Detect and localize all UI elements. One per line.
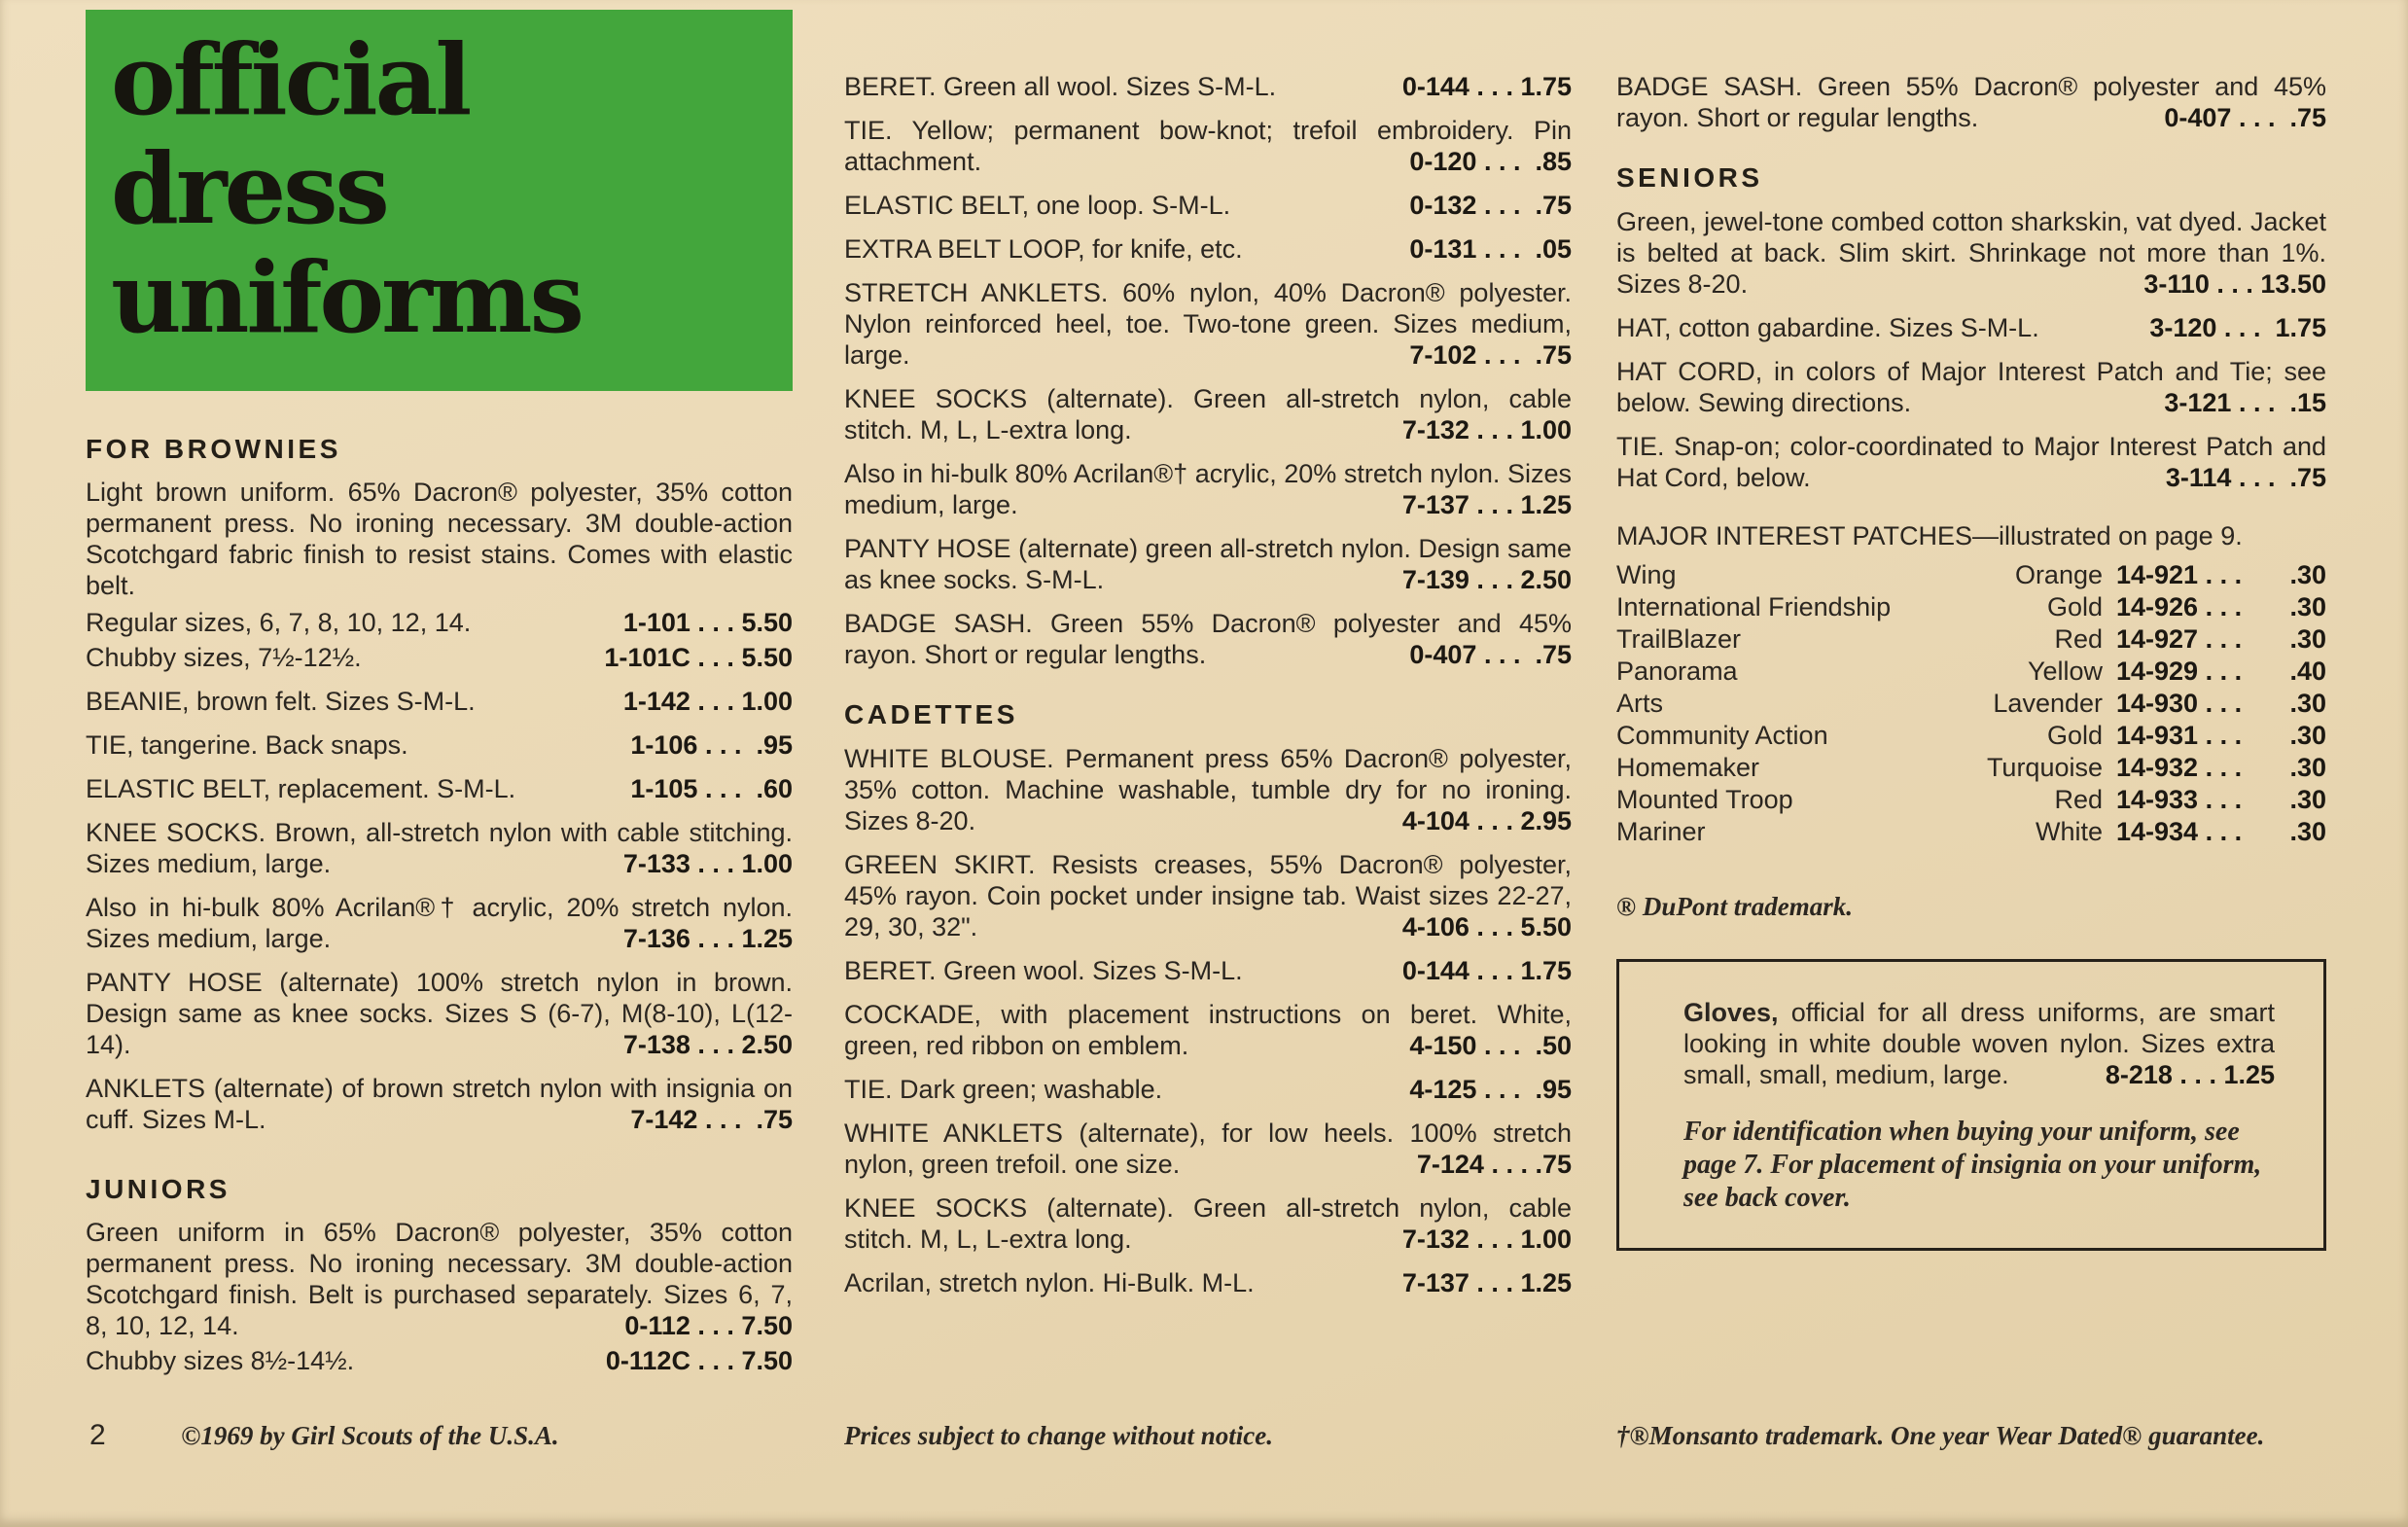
item-code-price: 4-125 . . . .95: [1409, 1075, 1572, 1104]
patch-name: TrailBlazer: [1616, 624, 1742, 654]
item-code-price: 3-110 . . . 13.50: [2143, 269, 2326, 299]
item-code-price: 0-407 . . . .75: [2164, 103, 2326, 132]
middle-top-entries: [844, 71, 1572, 670]
patch-color: Yellow: [2027, 657, 2103, 686]
item-code-price: 7-124 . . . .75: [1416, 1150, 1572, 1179]
catalog-entry: [1616, 206, 2326, 300]
item-code-price: 0-131 . . . .05: [1409, 234, 1572, 264]
item-code-price: 0-132 . . . .75: [1409, 191, 1572, 220]
gloves-entry: [1683, 997, 2275, 1090]
patch-code: 14-932 . . .: [2116, 753, 2243, 782]
item-description: Also in hi-bulk 80% Acrilan®† acrylic, 20% stretch nylon. Sizes medium, large.: [844, 459, 1572, 519]
item-description: HAT CORD, in colors of Major Interest Patch and Tie; see below. Sewing directions.: [1616, 357, 2326, 417]
patch-name: Mariner: [1616, 817, 1706, 846]
item-description: KNEE SOCKS (alternate). Green all-stretch nylon, cable stitch. M, L, L-extra long.: [844, 384, 1572, 444]
catalog-entry: [844, 999, 1572, 1061]
catalog-entry: [86, 1217, 793, 1341]
patch-color: White: [2035, 817, 2103, 846]
patch-name: Wing: [1616, 560, 1677, 589]
cadette-entries: [844, 743, 1572, 1298]
item-code-price: 1-101C . . . 5.50: [604, 643, 793, 672]
patch-row: [1616, 752, 2326, 784]
catalog-entry: [844, 743, 1572, 836]
item-description: TIE. Snap-on; color-coordinated to Major Interest Patch and Hat Cord, below.: [1616, 432, 2326, 492]
catalog-entry: [844, 533, 1572, 595]
patch-name: Homemaker: [1616, 753, 1760, 782]
item-code-price: 7-142 . . . .75: [630, 1105, 793, 1134]
item-description: STRETCH ANKLETS. 60% nylon, 40% Dacron® polyester. Nylon reinforced heel, toe. Two-tone green. Sizes medium, large.: [844, 278, 1572, 370]
patch-color: Red: [2054, 624, 2103, 654]
catalog-entry: [844, 849, 1572, 942]
page-number: 2: [89, 1419, 106, 1451]
item-code-price: 4-104 . . . 2.95: [1401, 806, 1572, 835]
section-heading-seniors: SENIORS: [1616, 162, 1763, 193]
item-description: PANTY HOSE (alternate) 100% stretch nylon in brown. Design same as knee socks. Sizes S (6-7), M(8-10), L(12-14).: [86, 968, 793, 1059]
catalog-entry: [86, 1345, 793, 1376]
patch-price: .30: [2289, 785, 2326, 814]
patch-price: .30: [2289, 624, 2326, 654]
item-code-price: 0-144 . . . 1.75: [1401, 956, 1572, 985]
patch-row: [1616, 591, 2326, 623]
catalog-entry: [844, 1118, 1572, 1180]
patch-row: [1616, 688, 2326, 720]
catalog-entry: [86, 1073, 793, 1135]
item-code-price: 3-121 . . . .15: [2164, 388, 2326, 417]
catalog-entry: [844, 1074, 1572, 1105]
prices-disclaimer: Prices subject to change without notice.: [844, 1421, 1274, 1450]
patch-price: .30: [2289, 721, 2326, 750]
patch-color: Gold: [2046, 721, 2103, 750]
gloves-code-price: 8-218 . . . 1.25: [2105, 1060, 2275, 1089]
item-description: GREEN SKIRT. Resists creases, 55% Dacron® polyester, 45% rayon. Coin pocket under insigne tab. Waist sizes 22-27, 29, 30, 32".: [844, 850, 1572, 941]
catalog-entry: [844, 277, 1572, 371]
patch-price: .30: [2289, 592, 2326, 621]
patch-color: Lavender: [1993, 689, 2103, 718]
item-description: TIE, tangerine. Back snaps.: [86, 730, 408, 760]
monsanto-trademark-note: †®Monsanto trademark. One year Wear Dated® guarantee.: [1616, 1421, 2265, 1450]
patch-code: 14-931 . . .: [2116, 721, 2243, 750]
catalog-entry: [86, 686, 793, 717]
title-line: uniforms: [111, 240, 582, 355]
item-description: Green, jewel-tone combed cotton sharkskin, vat dyed. Jacket is belted at back. Slim skirt. Shrinkage not more than 1%. Sizes 8-20.: [1616, 207, 2326, 299]
patch-color: Orange: [2014, 560, 2103, 589]
item-code-price: 7-133 . . . 1.00: [622, 849, 793, 878]
patch-price: .30: [2289, 817, 2326, 846]
item-code-price: 7-102 . . . .75: [1409, 340, 1572, 370]
section-heading-cadettes: CADETTES: [844, 699, 1018, 729]
patch-code: 14-930 . . .: [2116, 689, 2243, 718]
item-description: BADGE SASH. Green 55% Dacron® polyester and 45% rayon. Short or regular lengths.: [1616, 72, 2326, 132]
catalog-entry: [86, 729, 793, 761]
item-code-price: 1-106 . . . .95: [630, 730, 793, 760]
item-description: EXTRA BELT LOOP, for knife, etc.: [844, 234, 1243, 264]
patch-code: 14-933 . . .: [2116, 785, 2243, 814]
item-description: Regular sizes, 6, 7, 8, 10, 12, 14.: [86, 608, 472, 637]
item-description: BERET. Green all wool. Sizes S-M-L.: [844, 72, 1277, 101]
left-column: [86, 10, 793, 1380]
item-description: PANTY HOSE (alternate) green all-stretch nylon. Design same as knee socks. S-M-L.: [844, 534, 1572, 594]
patch-name: Panorama: [1616, 657, 1738, 686]
title-line: dress: [111, 131, 387, 246]
patch-color: Turquoise: [1986, 753, 2103, 782]
catalog-entry: [844, 1192, 1572, 1255]
catalog-entry: [86, 817, 793, 879]
item-description: WHITE BLOUSE. Permanent press 65% Dacron® polyester, 35% cotton. Machine washable, tumble dry for no ironing. Sizes 8-20.: [844, 744, 1572, 835]
catalog-entry: [844, 190, 1572, 221]
catalog-entry: [1616, 71, 2326, 133]
item-description: BERET. Green wool. Sizes S-M-L.: [844, 956, 1243, 985]
gloves-lead: Gloves,: [1683, 998, 1779, 1027]
item-description: BADGE SASH. Green 55% Dacron® polyester and 45% rayon. Short or regular lengths.: [844, 609, 1572, 669]
senior-entries: [1616, 206, 2326, 493]
right-top-entries: [1616, 71, 2326, 133]
right-column: [1616, 58, 2326, 1251]
item-description: Acrilan, stretch nylon. Hi-Bulk. M-L.: [844, 1268, 1255, 1297]
patch-row: [1616, 623, 2326, 656]
patch-name: International Friendship: [1616, 592, 1892, 621]
patch-color: Gold: [2046, 592, 2103, 621]
patch-code: 14-929 . . .: [2116, 657, 2243, 686]
item-code-price: 7-137 . . . 1.25: [1401, 490, 1572, 519]
item-description: Also in hi-bulk 80% Acrilan®† acrylic, 20% stretch nylon. Sizes medium, large.: [86, 893, 793, 953]
gloves-box: [1616, 959, 2326, 1251]
dupont-trademark-note: ® DuPont trademark.: [1616, 892, 1853, 921]
section-heading-juniors: JUNIORS: [86, 1174, 230, 1204]
catalog-entry: [844, 383, 1572, 445]
patch-code: 14-927 . . .: [2116, 624, 2243, 654]
catalog-entry: [1616, 356, 2326, 418]
catalog-entry: [844, 115, 1572, 177]
title-line: official: [111, 22, 470, 137]
item-description: ELASTIC BELT, replacement. S-M-L.: [86, 774, 516, 803]
patch-row: [1616, 784, 2326, 816]
catalog-entry: [844, 608, 1572, 670]
juniors-entries: [86, 1217, 793, 1376]
catalog-entry: [844, 955, 1572, 986]
patch-price: .30: [2289, 689, 2326, 718]
item-code-price: 7-136 . . . 1.25: [622, 924, 793, 953]
patch-row: [1616, 816, 2326, 848]
item-code-price: 0-112C . . . 7.50: [605, 1346, 793, 1375]
catalog-entry: [86, 892, 793, 954]
patch-row: [1616, 656, 2326, 688]
item-code-price: 0-144 . . . 1.75: [1401, 72, 1572, 101]
catalog-entry: [86, 967, 793, 1060]
catalog-entry: [844, 458, 1572, 520]
item-code-price: 0-112 . . . 7.50: [624, 1311, 793, 1340]
patch-price: .30: [2289, 560, 2326, 589]
brownies-intro: Light brown uniform. 65% Dacron® polyester, 35% cotton permanent press. No ironing necessary. 3M double-action Scotchgard fabric finish to resist stains. Comes with elastic belt.: [86, 478, 793, 600]
item-description: ELASTIC BELT, one loop. S-M-L.: [844, 191, 1231, 220]
catalog-entry: [1616, 312, 2326, 343]
item-code-price: 0-120 . . . .85: [1409, 147, 1572, 176]
item-code-price: 7-137 . . . 1.25: [1401, 1268, 1572, 1297]
item-code-price: 3-120 . . . 1.75: [2149, 313, 2326, 342]
patch-name: Mounted Troop: [1616, 785, 1793, 814]
patch-name: Arts: [1616, 689, 1664, 718]
patch-code: 14-926 . . .: [2116, 592, 2243, 621]
item-description: WHITE ANKLETS (alternate), for low heels. 100% stretch nylon, green trefoil. one size.: [844, 1119, 1572, 1179]
catalog-entry: [86, 607, 793, 638]
patch-row: [1616, 559, 2326, 591]
item-description: ANKLETS (alternate) of brown stretch nylon with insignia on cuff. Sizes M-L.: [86, 1074, 793, 1134]
item-description: HAT, cotton gabardine. Sizes S-M-L.: [1616, 313, 2039, 342]
item-code-price: 3-114 . . . .75: [2165, 463, 2326, 492]
catalog-entry: [844, 71, 1572, 102]
item-description: COCKADE, with placement instructions on beret. White, green, red ribbon on emblem.: [844, 1000, 1572, 1060]
page-title-box: [86, 10, 793, 391]
item-code-price: 4-150 . . . .50: [1409, 1031, 1572, 1060]
item-code-price: 7-139 . . . 2.50: [1401, 565, 1572, 594]
patches-table: [1616, 559, 2326, 848]
catalog-entry: [86, 773, 793, 804]
section-heading-brownies: FOR BROWNIES: [86, 434, 341, 464]
item-description: BEANIE, brown felt. Sizes S-M-L.: [86, 687, 476, 716]
patch-code: 14-934 . . .: [2116, 817, 2243, 846]
item-description: Chubby sizes, 7½-12½.: [86, 643, 362, 672]
patch-name: Community Action: [1616, 721, 1828, 750]
item-code-price: 0-407 . . . .75: [1409, 640, 1572, 669]
brownies-items: [86, 686, 793, 1135]
middle-column: [844, 58, 1572, 1311]
gloves-identification-note: For identification when buying your uniform, see page 7. For placement of insignia on your uniform, see back cover.: [1683, 1117, 2262, 1213]
catalog-entry: [1616, 431, 2326, 493]
item-description: KNEE SOCKS. Brown, all-stretch nylon with cable stitching. Sizes medium, large.: [86, 818, 793, 878]
catalog-entry: [86, 642, 793, 673]
item-code-price: 7-138 . . . 2.50: [622, 1030, 793, 1059]
patch-price: .30: [2289, 753, 2326, 782]
footer-left: [89, 1420, 559, 1451]
patch-price: .40: [2289, 657, 2326, 686]
item-code-price: 1-142 . . . 1.00: [622, 687, 793, 716]
item-code-price: 4-106 . . . 5.50: [1401, 912, 1572, 941]
catalog-entry: [844, 233, 1572, 265]
patch-code: 14-921 . . .: [2116, 560, 2243, 589]
item-code-price: 1-101 . . . 5.50: [622, 608, 793, 637]
footer-middle: [844, 1420, 1273, 1451]
item-description: TIE. Dark green; washable.: [844, 1075, 1163, 1104]
item-description: Chubby sizes 8½-14½.: [86, 1346, 355, 1375]
patch-row: [1616, 720, 2326, 752]
brownies-size-lines: [86, 607, 793, 673]
item-code-price: 1-105 . . . .60: [630, 774, 793, 803]
item-code-price: 7-132 . . . 1.00: [1401, 415, 1572, 444]
item-description: Green uniform in 65% Dacron® polyester, 35% cotton permanent press. No ironing necessary. 3M double-action Scotchgard finish. Belt is purchased separately. Sizes 6, 7, 8, 10, 12, 14.: [86, 1218, 793, 1340]
gloves-description: official for all dress uniforms, are smart looking in white double woven nylon. Sizes extra small, small, medium, large.: [1683, 998, 2275, 1089]
copyright-notice: ©1969 by Girl Scouts of the U.S.A.: [181, 1421, 559, 1450]
patches-heading: MAJOR INTEREST PATCHES—illustrated on page 9.: [1616, 521, 2243, 550]
footer-right: [1616, 1420, 2264, 1451]
item-code-price: 7-132 . . . 1.00: [1401, 1225, 1572, 1254]
patch-color: Red: [2054, 785, 2103, 814]
catalog-entry: [844, 1267, 1572, 1298]
item-description: KNEE SOCKS (alternate). Green all-stretch nylon, cable stitch. M, L, L-extra long.: [844, 1193, 1572, 1254]
item-description: TIE. Yellow; permanent bow-knot; trefoil embroidery. Pin attachment.: [844, 116, 1572, 176]
